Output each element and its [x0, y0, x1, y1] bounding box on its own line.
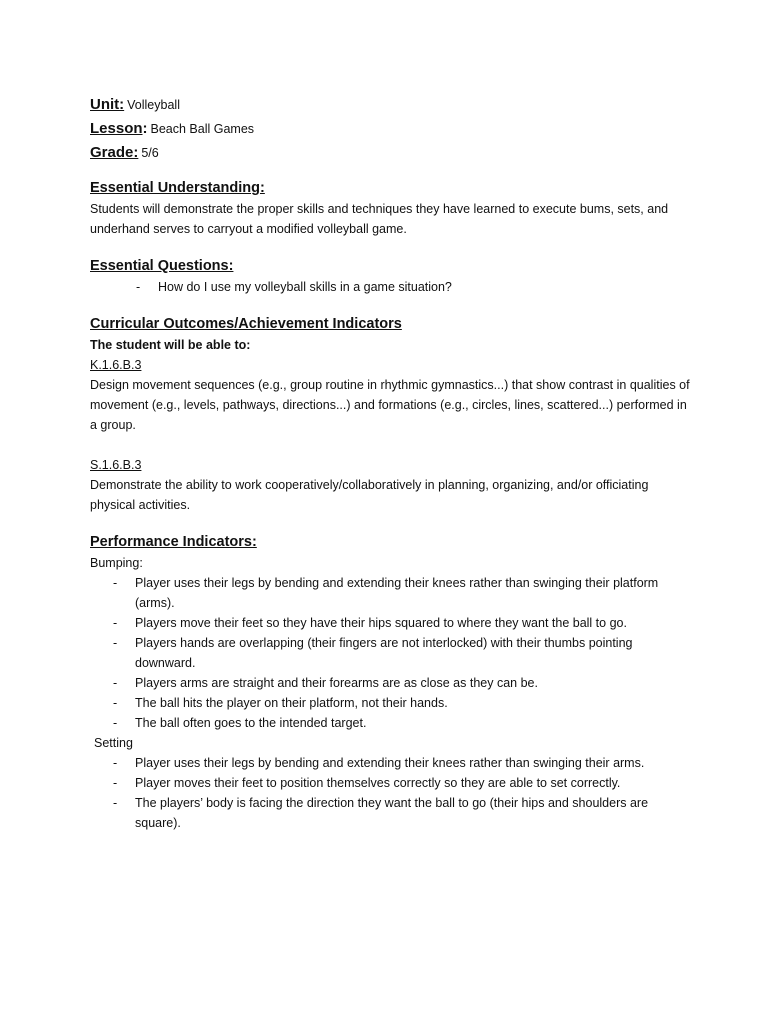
list-item: - The players’ body is facing the direction they want the ball to go (their hips and shoulders are square). [90, 793, 690, 833]
list-item: - Player uses their legs by bending and extending their knees rather than swinging their arms. [90, 753, 690, 773]
essential-understanding-text: Students will demonstrate the proper skills and techniques they have learned to execute bums, sets, and underhand serves to carryout a modified volleyball game. [90, 202, 669, 236]
lesson-value: Beach Ball Games [150, 122, 255, 136]
outcome-text: Demonstrate the ability to work cooperatively/collaboratively in planning, organizing, and/or officiating physical activities. [90, 478, 649, 512]
dash-bullet: - [113, 776, 118, 790]
indicator-group-label: Bumping: [90, 556, 143, 570]
dash-bullet: - [113, 676, 118, 690]
unit-value: Volleyball [127, 98, 180, 112]
dash-bullet: - [113, 756, 118, 770]
list-item: - The ball hits the player on their platform, not their hands. [90, 693, 690, 713]
indicator-group-label: Setting [94, 736, 133, 750]
outcome-code: K.1.6.B.3 [90, 358, 142, 372]
essential-understanding-heading: Essential Understanding: [90, 180, 265, 196]
setting-indicator-list [90, 753, 690, 833]
list-item: - Players arms are straight and their forearms are as close as they can be. [90, 673, 690, 693]
bumping-indicator-list [90, 573, 690, 733]
outcome-code: S.1.6.B.3 [90, 458, 142, 472]
outcome-text: Design movement sequences (e.g., group routine in rhythmic gymnastics...) that show contrast in qualities of movement (e.g., levels, pathways, directions...) and formations (e.g., circles, lines, scattered...) performed in a group. [90, 378, 690, 432]
unit-label: Unit: [90, 96, 125, 113]
dash-bullet: - [113, 716, 118, 730]
essential-questions-list [90, 277, 690, 297]
lesson-row: Lesson: Beach Ball Games [90, 120, 255, 137]
list-item: - Players hands are overlapping (their fingers are not interlocked) with their thumbs pointing downward. [90, 633, 690, 673]
grade-label: Grade: [90, 144, 139, 161]
performance-indicators-heading: Performance Indicators: [90, 534, 257, 550]
curricular-outcomes-heading: Curricular Outcomes/Achievement Indicators [90, 316, 402, 332]
grade-value: 5/6 [141, 146, 159, 160]
grade-row [90, 141, 690, 165]
dash-bullet: - [113, 796, 118, 810]
dash-bullet: - [136, 280, 141, 294]
list-item: - How do I use my volleyball skills in a game situation? [90, 277, 690, 297]
essential-questions-heading: Essential Questions: [90, 258, 234, 274]
list-item: - The ball often goes to the intended target. [90, 713, 690, 733]
list-item: - Player uses their legs by bending and extending their knees rather than swinging their platform (arms). [90, 573, 690, 613]
list-item: - Player moves their feet to position themselves correctly so they are able to set correctly. [90, 773, 690, 793]
unit-row [90, 93, 690, 117]
dash-bullet: - [113, 616, 118, 630]
list-item: - Players move their feet so they have their hips squared to where they want the ball to go. [90, 613, 690, 633]
lesson-plan-document [90, 93, 690, 833]
dash-bullet: - [113, 576, 118, 590]
lesson-label: Lesson [90, 120, 143, 137]
dash-bullet: - [113, 696, 118, 710]
curricular-outcomes-subheading: The student will be able to: [90, 338, 251, 352]
dash-bullet: - [113, 636, 118, 650]
